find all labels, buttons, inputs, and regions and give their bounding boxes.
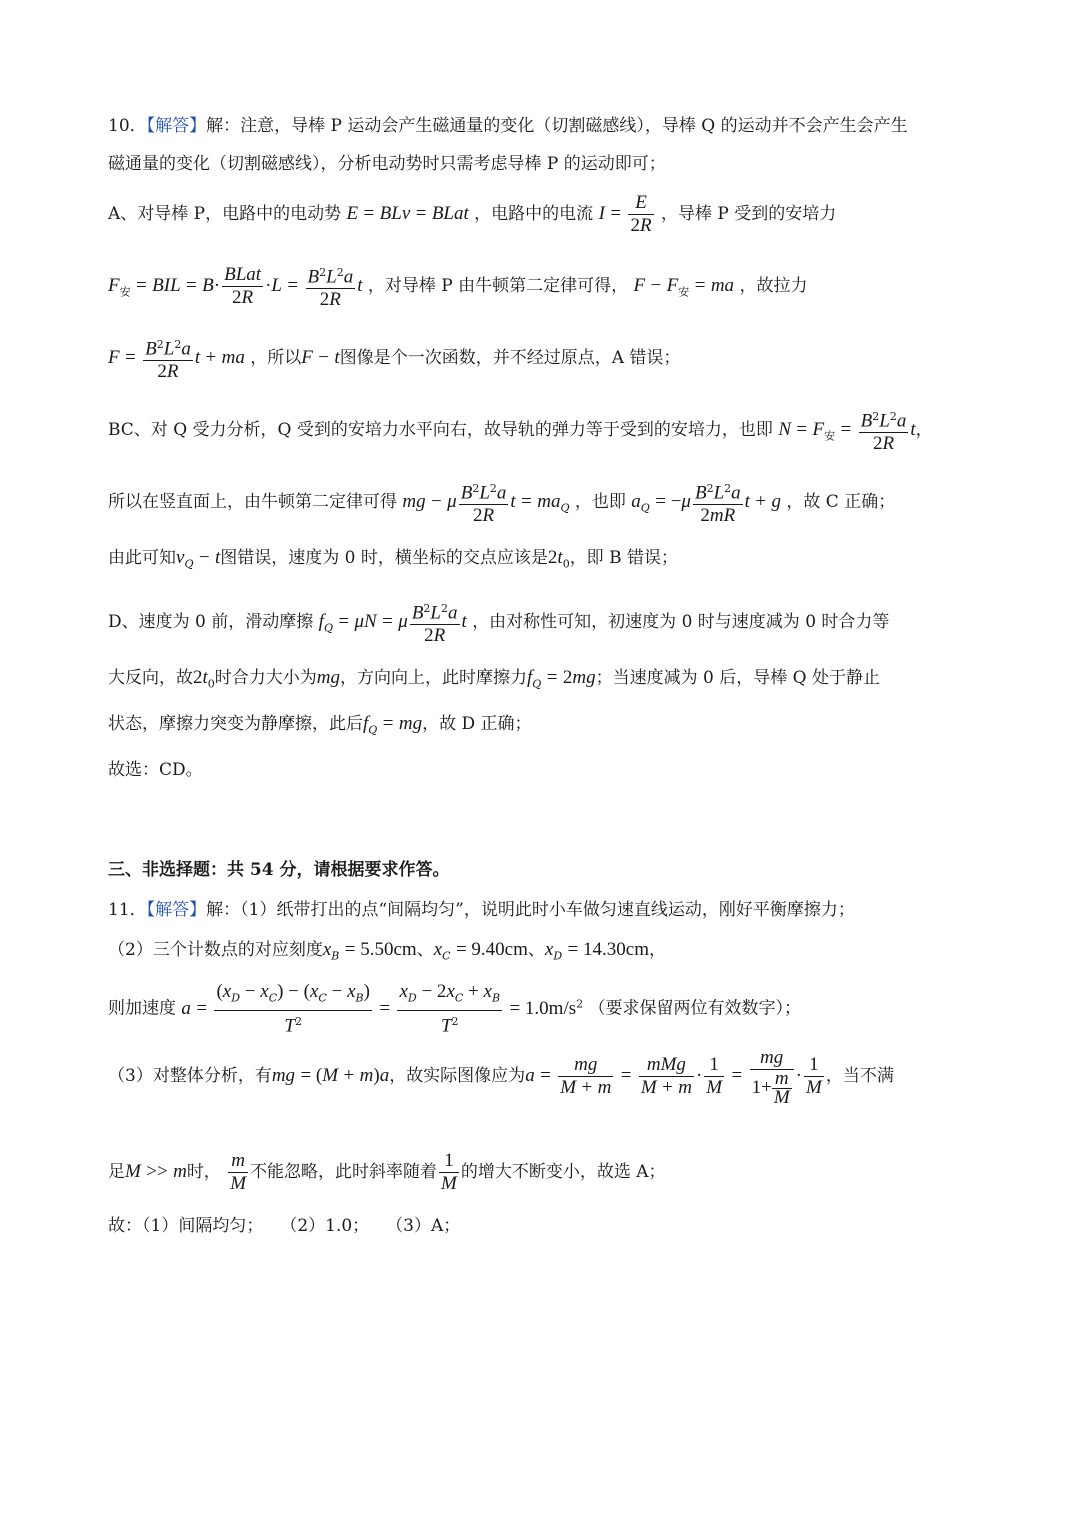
q10-a-text-2: ，电路中的电流 <box>474 204 594 224</box>
formula-xc: $x_C = 9.40cm$ <box>433 939 528 963</box>
q10-line-h <box>108 666 984 696</box>
q11-l5-text-b: 时， <box>186 1162 221 1182</box>
formula-newton-q: mg − μ $\frac{B^2L^2a}{2R}$ $t = ma_Q$ <box>402 492 569 512</box>
formula-newton-p: $F - F_安$ = ma <box>633 275 735 299</box>
q10-f-text-2: 图错误，速度为 0 时，横坐标的交点应该是 <box>220 548 548 568</box>
formula-fq-mg: $f_Q$ = mg <box>363 713 423 737</box>
q10-e-text-3: ，故 C 正确； <box>786 492 896 512</box>
q11-l4-text-b: ，故实际图像应为 <box>389 1066 526 1086</box>
q10-e-text-2: ，也即 <box>574 492 626 512</box>
formula-friction: $f_Q = \mu N = \mu$ $\frac{B^2L^2a}{2R}$ t <box>319 612 467 632</box>
formula-acceleration: a = $\frac{(x_D - x_C) - (x_C - x_B)}{T^2}$ = $\frac{x_D - 2x_C + x_B}{T^2}$ = $1.0m/s^2$ <box>181 981 584 1034</box>
q10-line-b <box>108 260 984 316</box>
q11-line-5 <box>108 1146 984 1202</box>
q11-line-1 <box>108 898 984 922</box>
formula-m-over-m: $\frac{m}{M}$ <box>230 1150 247 1194</box>
q10-h-text-1: 大反向，故 <box>108 668 193 688</box>
q11-l3-text-a: 则加速度 <box>108 998 176 1019</box>
q10-a-text-3: ，导棒 P 受到的安培力 <box>660 204 837 224</box>
q11-l2-sep-1: 、 <box>416 940 434 960</box>
q10-line-1 <box>108 114 984 138</box>
q11-line-2 <box>108 938 984 968</box>
q11-l2-text-a: （2）三个计数点的对应刻度 <box>108 940 323 960</box>
q10-line-f <box>108 546 984 576</box>
q10-line-c <box>108 332 984 388</box>
q11-l5-text-a: 足 <box>108 1162 125 1182</box>
formula-2t0-b: $2t_0$ <box>193 667 215 691</box>
q10-i-text-2: ，故 D 正确； <box>422 714 532 734</box>
q11-l5-text-c: 不能忽略，此时斜率随着 <box>250 1162 438 1182</box>
q11-l2-sep-3: ， <box>649 940 667 960</box>
formula-xd: $x_D = 14.30cm$ <box>544 939 650 963</box>
section-3-heading: 三、非选择题：共 54 分，请根据要求作答。 <box>108 860 450 880</box>
q10-text-1: 解：注意，导棒 P 运动会产生磁通量的变化（切割磁感线），导棒 Q 的运动并不会产生会产生 <box>206 116 908 136</box>
q11-text-1: 解：（1）纸带打出的点“间隔均匀”，说明此时小车做匀速直线运动，刚好平衡摩擦力； <box>206 900 855 920</box>
q10-answer-tag: 【解答】 <box>146 116 207 136</box>
q11-answer-tag: 【解答】 <box>146 900 207 920</box>
q10-h-text-2: 时合力大小为 <box>214 668 317 688</box>
q11-number: 11． <box>108 900 147 920</box>
formula-vq-t: $v_Q - t$ <box>176 547 221 571</box>
formula-m-gg-m: M >> m <box>125 1161 187 1182</box>
q10-g-text-2: ，由对称性可知，初速度为 0 时与速度减为 0 时合力等 <box>472 612 890 632</box>
q10-f-text-3: ，即 B 错误； <box>569 548 678 568</box>
q10-answer-choice: 故选：CD。 <box>108 760 203 780</box>
q10-h-text-3: ，方向向上，此时摩擦力 <box>340 668 528 688</box>
q11-l4-text-c: ，当不满 <box>825 1066 894 1086</box>
q10-b-text-2: ，故拉力 <box>739 276 808 296</box>
formula-one-over-m: $\frac{1}{M}$ <box>441 1150 457 1194</box>
formula-2t0: $2t_0$ <box>547 547 570 571</box>
q10-i-text-1: 状态，摩擦力突变为静摩擦，此后 <box>108 714 363 734</box>
q11-l3-text-b: （要求保留两位有效数字）； <box>588 998 802 1019</box>
q11-line-6 <box>108 1214 984 1238</box>
q11-final-answer: 故：（1）间隔均匀； （2）1.0； （3）A； <box>108 1216 461 1236</box>
formula-normal-force: $N = F_安$ = $\frac{B^2L^2a}{2R}$ t <box>778 420 915 440</box>
q10-c-text-1: ，所以 <box>250 348 302 368</box>
q10-g-text-1: D、速度为 0 前，滑动摩擦 <box>108 612 314 632</box>
formula-pull-force: F = $\frac{B^2L^2a}{2R}$ t + ma <box>108 348 245 368</box>
formula-whole-system: mg = (M + m)a <box>271 1065 390 1086</box>
formula-actual-graph: a = $\frac{mg}{M + m}$ = mMg M + m · $\frac{1}{M}$ = mg 1+ $\frac{m}{M}$ · $\frac{1}{M}$ <box>525 1046 822 1108</box>
q10-number: 10． <box>108 116 147 136</box>
q10-line-2 <box>108 152 984 176</box>
q10-d-text-1: BC、对 Q 受力分析，Q 受到的安培力水平向右，故导轨的弹力等于受到的安培力，也即 <box>108 420 773 440</box>
q10-line-j <box>108 758 984 782</box>
q10-line-d: BC、对 Q 受力分析，Q 受到的安培力水平向右，故导轨的弹力等于受到的安培力，也即 $N = F_安$ = $\frac{B^2L^2a}{2R}$ t， <box>108 404 984 460</box>
q11-line-4 <box>108 1046 984 1130</box>
q10-a-text-1: A、对导棒 P，电路中的电动势 <box>108 204 342 224</box>
q10-line-a <box>108 188 984 240</box>
formula-mg: mg <box>316 667 341 688</box>
formula-emf: E = BLv = BLat <box>346 203 469 224</box>
q10-line-e <box>108 476 984 532</box>
formula-accel-q: $a_Q = -\mu$ $\frac{B^2L^2a}{2mR}$ t + g <box>631 492 781 512</box>
formula-ampere-force: $F_安$ = BIL = B· BLat 2R ·L = $\frac{B^2L^2a}{2R}$ t <box>108 276 362 296</box>
q10-text-2: 磁通量的变化（切割磁感线），分析电动势时只需考虑导棒 P 的运动即可； <box>108 154 666 174</box>
q11-l4-text-a: （3）对整体分析，有 <box>108 1066 272 1086</box>
q10-c-text-2: 图像是个一次函数，并不经过原点，A 错误； <box>339 348 681 368</box>
q11-l2-sep-2: 、 <box>527 940 545 960</box>
formula-current: I = $\frac{E}{2R}$ <box>598 192 652 236</box>
q10-line-i <box>108 712 984 742</box>
q10-h-text-4: ；当速度减为 0 后，导棒 Q 处于静止 <box>595 668 880 688</box>
q10-line-g <box>108 596 984 652</box>
formula-fq-2mg: $f_Q = 2mg$ <box>527 667 596 691</box>
q11-l5-text-d: 的增大不断变小，故选 A； <box>460 1162 666 1182</box>
q10-f-text-1: 由此可知 <box>108 548 176 568</box>
q11-line-3 <box>108 978 984 1034</box>
formula-xb: $x_B = 5.50cm$ <box>322 939 417 963</box>
q10-e-text-1: 所以在竖直面上，由牛顿第二定律可得 <box>108 492 397 512</box>
q10-b-text-1: ，对导棒 P 由牛顿第二定律可得， <box>367 276 629 296</box>
formula-f-t: F − t <box>301 347 340 368</box>
